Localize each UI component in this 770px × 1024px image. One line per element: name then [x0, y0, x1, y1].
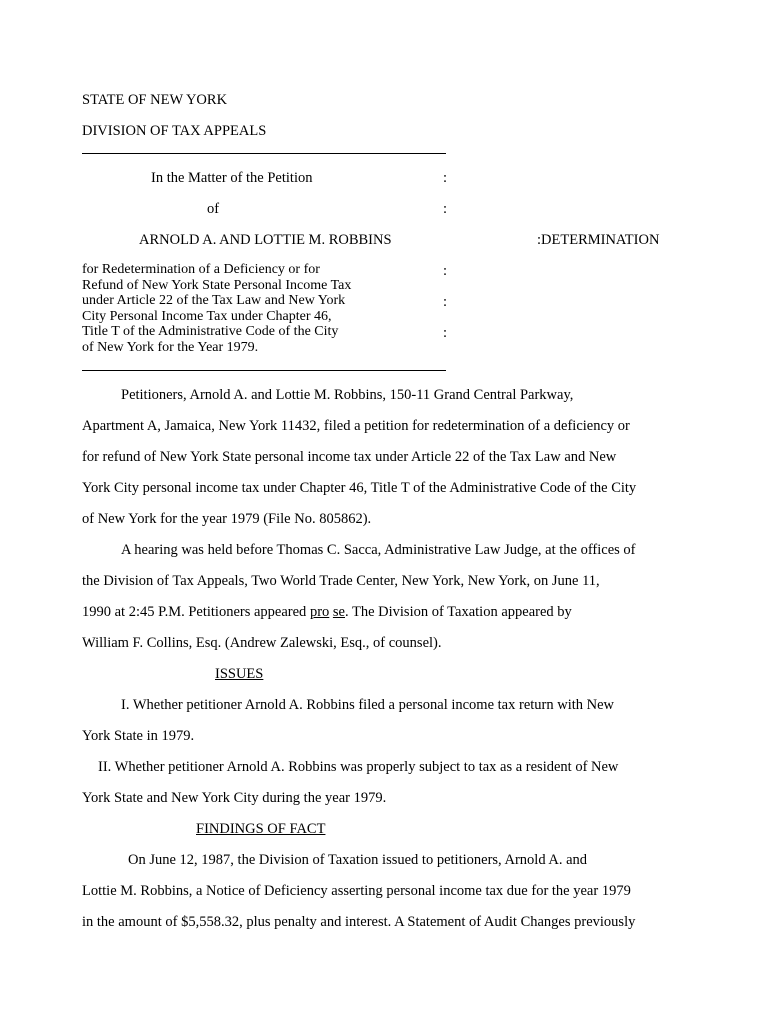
division-heading: DIVISION OF TAX APPEALS [82, 123, 267, 139]
paragraph-line: of New York for the year 1979 (File No. 805862). [82, 511, 372, 527]
findings-heading-text: FINDINGS OF FACT [196, 821, 326, 837]
caption-description-line: of New York for the Year 1979. [82, 339, 259, 355]
paragraph-line: On June 12, 1987, the Division of Taxation issued to petitioners, Arnold A. and [128, 852, 588, 868]
caption-determination: :DETERMINATION [537, 232, 660, 248]
paragraph-text: 1990 at 2:45 P.M. Petitioners appeared [82, 604, 310, 620]
paragraph-text: . The Division of Taxation appeared by [345, 604, 572, 620]
caption-matter: In the Matter of the Petition [151, 170, 313, 186]
caption-of: of [207, 201, 220, 217]
issue-line: I. Whether petitioner Arnold A. Robbins filed a personal income tax return with New [121, 697, 615, 713]
state-heading: STATE OF NEW YORK [82, 92, 228, 108]
issue-line: York State in 1979. [82, 728, 195, 744]
caption-top-rule [82, 153, 446, 154]
issues-heading-text: ISSUES [215, 666, 264, 682]
pro-se-italic-term: se [332, 604, 345, 620]
paragraph-line: Petitioners, Arnold A. and Lottie M. Robbins, 150-11 Grand Central Parkway, [121, 387, 574, 403]
caption-colon: : [443, 170, 448, 186]
caption-description-line: under Article 22 of the Tax Law and New York [82, 293, 346, 309]
caption-description-line: for Redetermination of a Deficiency or for [82, 262, 320, 277]
paragraph-line: in the amount of $5,558.32, plus penalty and interest. A Statement of Audit Changes previously [82, 914, 636, 930]
paragraph-line: Apartment A, Jamaica, New York 11432, filed a petition for redetermination of a deficiency or [82, 418, 630, 434]
caption-description-line: Refund of New York State Personal Income Tax [82, 277, 352, 293]
paragraph-line [82, 604, 572, 620]
caption-bottom-rule [82, 370, 446, 371]
issue-line: York State and New York City during the year 1979. [82, 790, 387, 806]
paragraph-line: York City personal income tax under Chapter 46, Title T of the Administrative Code of the City [82, 480, 637, 496]
paragraph-line: A hearing was held before Thomas C. Sacca, Administrative Law Judge, at the offices of [121, 542, 636, 558]
pro-se-italic-term: pro [309, 604, 330, 620]
paragraph-line: the Division of Tax Appeals, Two World Trade Center, New York, New York, on June 11, [82, 573, 600, 589]
issues-heading [215, 666, 263, 682]
caption-petitioners: ARNOLD A. AND LOTTIE M. ROBBINS [139, 232, 392, 248]
paragraph-line: for refund of New York State personal income tax under Article 22 of the Tax Law and New [82, 449, 617, 465]
findings-heading [196, 821, 325, 837]
caption-description-line: City Personal Income Tax under Chapter 46, [82, 308, 332, 324]
caption-description [82, 262, 442, 356]
paragraph-line: Lottie M. Robbins, a Notice of Deficiency asserting personal income tax due for the year 1979 [82, 883, 631, 899]
issue-line: II. Whether petitioner Arnold A. Robbins was properly subject to tax as a resident of New [98, 759, 619, 775]
paragraph-line: William F. Collins, Esq. (Andrew Zalewski, Esq., of counsel). [82, 635, 442, 651]
caption-description-line: Title T of the Administrative Code of the City [82, 324, 339, 340]
caption-colon: : [443, 201, 448, 217]
caption-colon: : [443, 325, 448, 341]
caption-colon: : [443, 263, 448, 279]
caption-colon: : [443, 294, 448, 310]
